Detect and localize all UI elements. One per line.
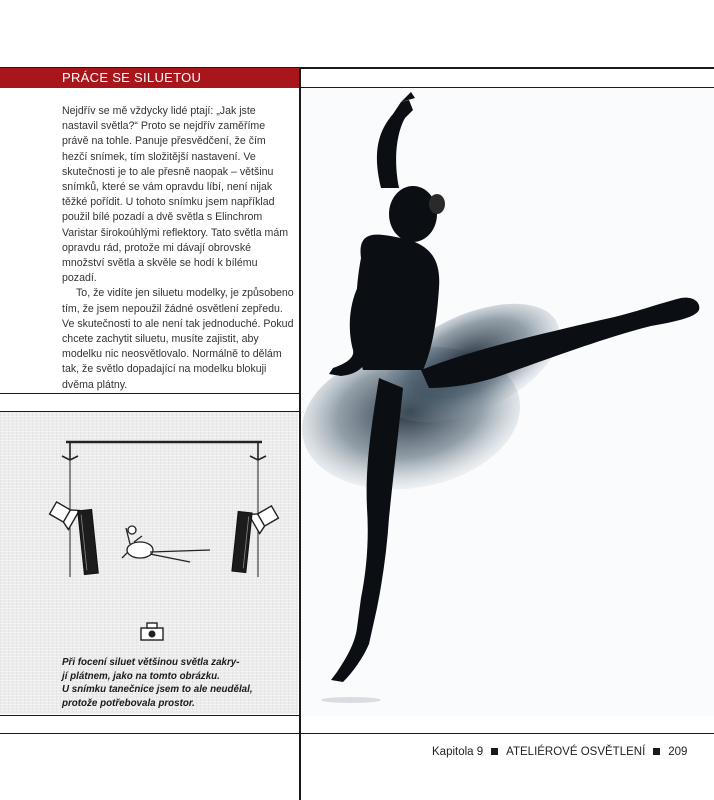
caption-line: jí plátnem, jako na tomto obrázku. bbox=[62, 670, 220, 682]
caption-line: Při focení siluet většinou světla zakry- bbox=[62, 657, 240, 668]
footer-separator-icon bbox=[491, 748, 498, 755]
footer-chapter: Kapitola 9 bbox=[432, 746, 484, 758]
dancer-silhouette-photo bbox=[301, 88, 714, 716]
left-flag-icon bbox=[78, 509, 99, 574]
page-footer bbox=[432, 744, 687, 760]
camera-icon bbox=[141, 623, 163, 640]
right-light-icon bbox=[249, 502, 281, 533]
lighting-diagram bbox=[0, 412, 298, 714]
footer-separator-icon bbox=[653, 748, 660, 755]
text-bottom-rule bbox=[0, 393, 300, 394]
right-flag-icon bbox=[232, 511, 252, 572]
body-text bbox=[62, 104, 294, 393]
footer-top-rule bbox=[0, 733, 714, 734]
paragraph-2: To, že vidíte jen siluetu modelky, je způsobeno tím, že jsem nepoužil žádné osvětlení zepředu. Ve skutečnosti to ale není tak jednoduché. Pokud chcete zachytit siluetu, musíte zajistit, aby modelku nic neosvětlovalo. Normálně to dělám tak, že světlo dopadající na modelku blokuji dvěma plátny. bbox=[62, 287, 294, 391]
caption-line: U snímku tanečnice jsem to ale neudělal, bbox=[62, 684, 253, 696]
section-header bbox=[0, 68, 299, 88]
diagram-caption bbox=[62, 656, 294, 710]
left-light-icon bbox=[48, 498, 80, 529]
footer-chapter-title: ATELIÉROVÉ OSVĚTLENÍ bbox=[506, 746, 646, 758]
dancer-sketch-icon bbox=[122, 526, 210, 562]
lighting-diagram-drawing bbox=[0, 412, 298, 652]
dancer-silhouette-image bbox=[301, 88, 714, 716]
page-number: 209 bbox=[668, 746, 688, 758]
section-title: PRÁCE SE SILUETOU bbox=[62, 70, 202, 85]
caption-line: protože potřebovala prostor. bbox=[62, 697, 195, 709]
paragraph-1: Nejdřív se mě vždycky lidé ptají: „Jak jste nastavil světla?“ Proto se nejdřív zaměříme právě na tohle. Panuje přesvědčení, že čím hezčí snímek, tím složitější nastavení. Ve skutečnosti je to ale přesně naopak – většinu snímků, které se vám opravdu líbí, není nijak těžké pořídit. U tohoto snímku jsem například použil bílé pozadí a dvě světla s Elinchrom Varistar širokoúhlými reflektory. Tato světla mám opravdu rád, protože mi dávají obrovské množství světla a skvěle se hodí k bílému pozadí. bbox=[62, 105, 289, 285]
